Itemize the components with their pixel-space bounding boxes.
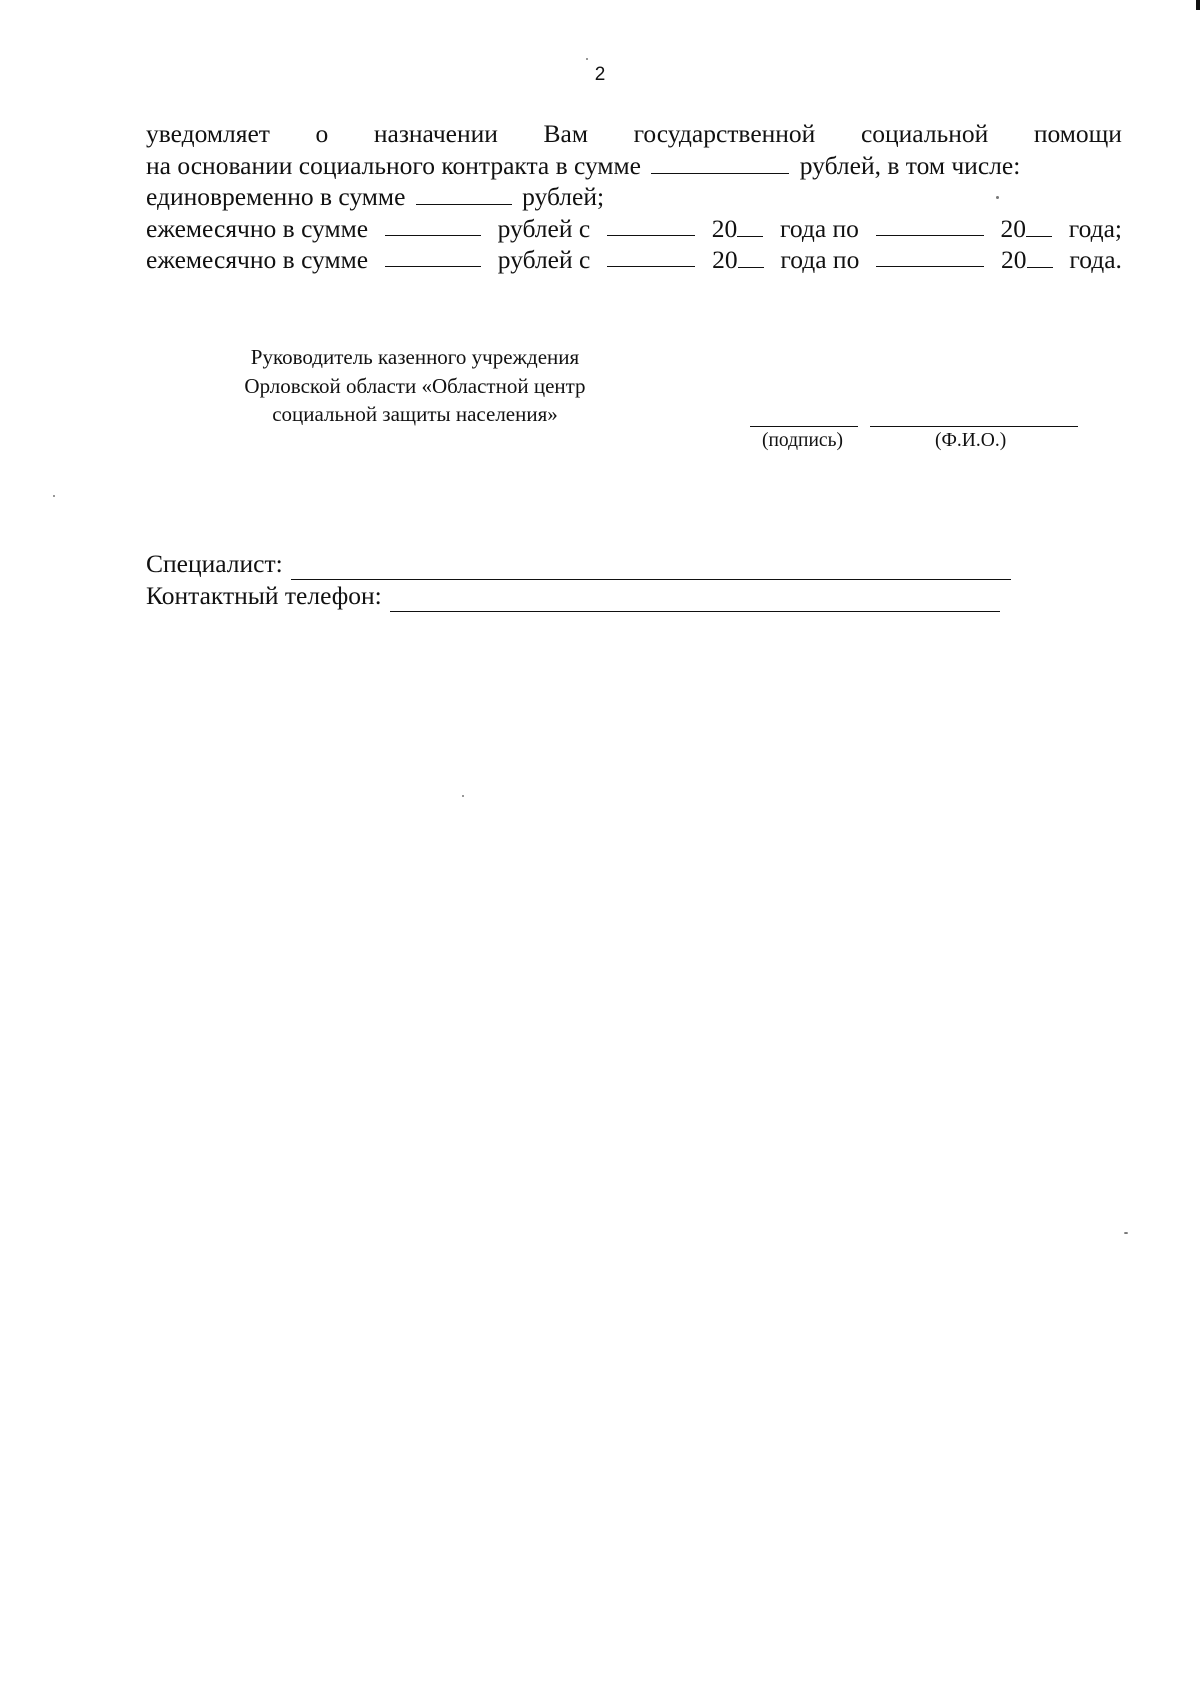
notification-body [146, 118, 1122, 276]
year-prefix: 20 [1000, 213, 1026, 243]
signature-caption: (подпись) [762, 430, 843, 451]
start-date-blank [607, 244, 695, 267]
scan-speck [462, 795, 464, 797]
word: уведомляет [146, 119, 270, 148]
monthly-sum-blank [385, 244, 481, 267]
signature-line [750, 400, 858, 427]
body-line-2 [146, 150, 1122, 182]
rubles-from-label: рублей с [497, 245, 591, 274]
scan-speck [996, 196, 999, 199]
body-line-4 [146, 213, 1122, 245]
specialist-block [146, 548, 1011, 612]
scan-speck [586, 58, 588, 60]
year-to-label: года по [780, 213, 859, 243]
end-year-blank [1026, 214, 1052, 237]
end-date-blank [876, 213, 984, 236]
specialist-label: Специалист: [146, 549, 283, 578]
phone-row [146, 580, 1011, 612]
word: назначении [373, 119, 498, 148]
word: государственной [633, 119, 816, 148]
start-year-blank [737, 214, 763, 237]
body-line-1 [146, 118, 1122, 150]
page-number: 2 [594, 64, 606, 85]
contract-sum-label: на основании социального контракта в сумме [146, 150, 641, 180]
word: социальной [860, 119, 989, 148]
monthly-sum-blank [385, 213, 481, 236]
head-title-line-1: Руководитель казенного учреждения [250, 345, 580, 369]
phone-blank [390, 587, 1000, 612]
monthly-label: ежемесячно в сумме [146, 213, 369, 243]
end-year-blank [1027, 245, 1053, 268]
scan-speck [1124, 1232, 1128, 1234]
year-prefix: 20 [1001, 245, 1027, 274]
year-prefix: 20 [712, 245, 738, 274]
lump-sum-label: единовременно в сумме [146, 182, 406, 211]
name-caption: (Ф.И.О.) [935, 430, 1007, 451]
phone-label: Контактный телефон: [146, 581, 382, 610]
specialist-row [146, 548, 1011, 580]
year-prefix: 20 [711, 213, 738, 243]
year-end-label: года. [1069, 245, 1122, 274]
word: помощи [1033, 119, 1122, 148]
lump-sum-blank [416, 182, 512, 205]
word: Вам [543, 119, 588, 148]
year-end-label: года; [1068, 213, 1122, 243]
rubles-from-label: рублей с [497, 213, 591, 243]
specialist-blank [291, 555, 1011, 580]
start-year-blank [738, 245, 764, 268]
scan-speck [53, 495, 55, 497]
name-line [870, 400, 1078, 427]
word: о [315, 119, 329, 148]
head-title-line-3: социальной защиты населения» [272, 402, 558, 426]
monthly-label: ежемесячно в сумме [146, 245, 369, 274]
lump-sum-suffix: рублей; [522, 182, 605, 211]
head-title-line-2: Орловской области «Областной центр [244, 373, 586, 398]
start-date-blank [607, 213, 695, 236]
scan-corner-mark [1196, 0, 1200, 10]
contract-sum-blank [651, 151, 789, 174]
year-to-label: года по [780, 245, 860, 274]
body-line-3 [146, 181, 1122, 213]
end-date-blank [876, 244, 984, 267]
signature-block [0, 400, 1200, 460]
contract-sum-suffix: рублей, в том числе: [799, 150, 1021, 180]
body-line-5 [146, 244, 1122, 276]
